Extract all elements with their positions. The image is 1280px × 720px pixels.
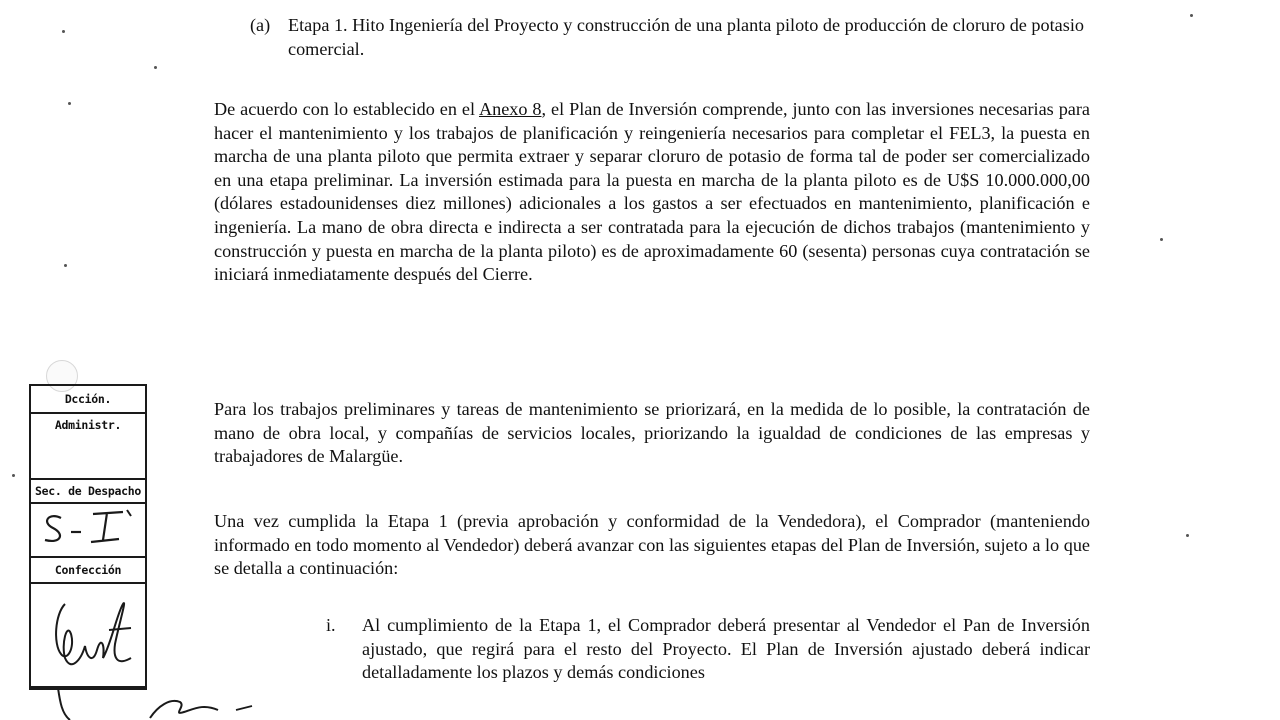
scan-speck [1160, 238, 1163, 241]
list-item-a [250, 14, 1090, 61]
list-item-i-text: Al cumplimiento de la Etapa 1, el Comprador deberá presentar al Vendedor el Pan de Inversión ajustado, que regirá para el resto del Proyecto. El Plan de Inversión ajustado deberá indicar detalladamente los plazos y demás condiciones [362, 615, 1090, 683]
scan-speck [1186, 534, 1189, 537]
paragraph-1 [214, 98, 1090, 287]
list-item-i-label: i. [326, 615, 336, 635]
scan-speck [62, 30, 65, 33]
list-item-i [326, 614, 1090, 685]
handwritten-initials-icon [31, 504, 145, 556]
list-item-a-text: Etapa 1. Hito Ingeniería del Proyecto y construcción de una planta piloto de producción de cloruro de potasio comercial. [288, 15, 1084, 59]
stamp-header-administration: Dcción. Administr. [54, 392, 122, 432]
paragraph-2: Para los trabajos preliminares y tareas de mantenimiento se priorizará, en la medida de lo posible, la contratación de mano de obra local, y compañías de servicios locales, priorizando la igualdad de condiciones de las empresas y trabajadores de Malargüe. [214, 399, 1090, 467]
administrative-stamp [29, 384, 147, 690]
paragraph-3: Una vez cumplida la Etapa 1 (previa aprobación y conformidad de la Vendedora), el Comprador (manteniendo informado en todo momento al Vendedor) deberá avanzar con las siguientes etapas del Plan de Inversión, sujeto a lo que se detalla a continuación: [214, 511, 1090, 579]
stamp-cell-signature [31, 584, 145, 688]
stamp-cell-confeccion [31, 558, 145, 584]
annex-8-reference: Anexo 8 [478, 99, 542, 119]
stamp-cell-despacho [31, 480, 145, 504]
bottom-signature-scribble-icon [40, 688, 260, 720]
stamp-cell-blank [31, 414, 145, 480]
scan-speck [12, 474, 15, 477]
stamp-cell-administration [31, 386, 145, 432]
paragraph-1-start: De acuerdo con lo establecido en el [214, 99, 479, 119]
scan-speck [1190, 14, 1193, 17]
paragraph-1-rest: , el Plan de Inversión comprende, junto con las inversiones necesarias para hacer el mantenimiento y los trabajos de planificación y reingeniería necesarios para completar el FEL3, la puesta en marcha de una planta piloto que permita extraer y separar cloruro de potasio de forma tal de poder ser comercializado en una etapa preliminar. La inversión estimada para la puesta en marcha de la planta piloto es de U$S 10.000.000,00 (dólares estadounidenses diez millones) adicionales a los gastos a ser efectuados en mantenimiento, planificación e ingeniería. La mano de obra directa e indirecta a ser contratada para la ejecución de dichos trabajos (mantenimiento y construcción y puesta en marcha de la planta piloto) es de aproximadamente 60 (sesenta) personas cuya contratación se iniciará inmediatamente después del Cierre. [214, 99, 1090, 285]
scan-speck [64, 264, 67, 267]
stamp-cell-initials [31, 504, 145, 558]
scan-speck [154, 66, 157, 69]
stamp-header-confeccion: Confección [54, 563, 122, 577]
handwritten-signature-icon [31, 584, 145, 684]
list-item-a-label: (a) [250, 15, 271, 35]
stamp-header-despacho: Sec. de Despacho [35, 484, 141, 498]
scan-speck [68, 102, 71, 105]
